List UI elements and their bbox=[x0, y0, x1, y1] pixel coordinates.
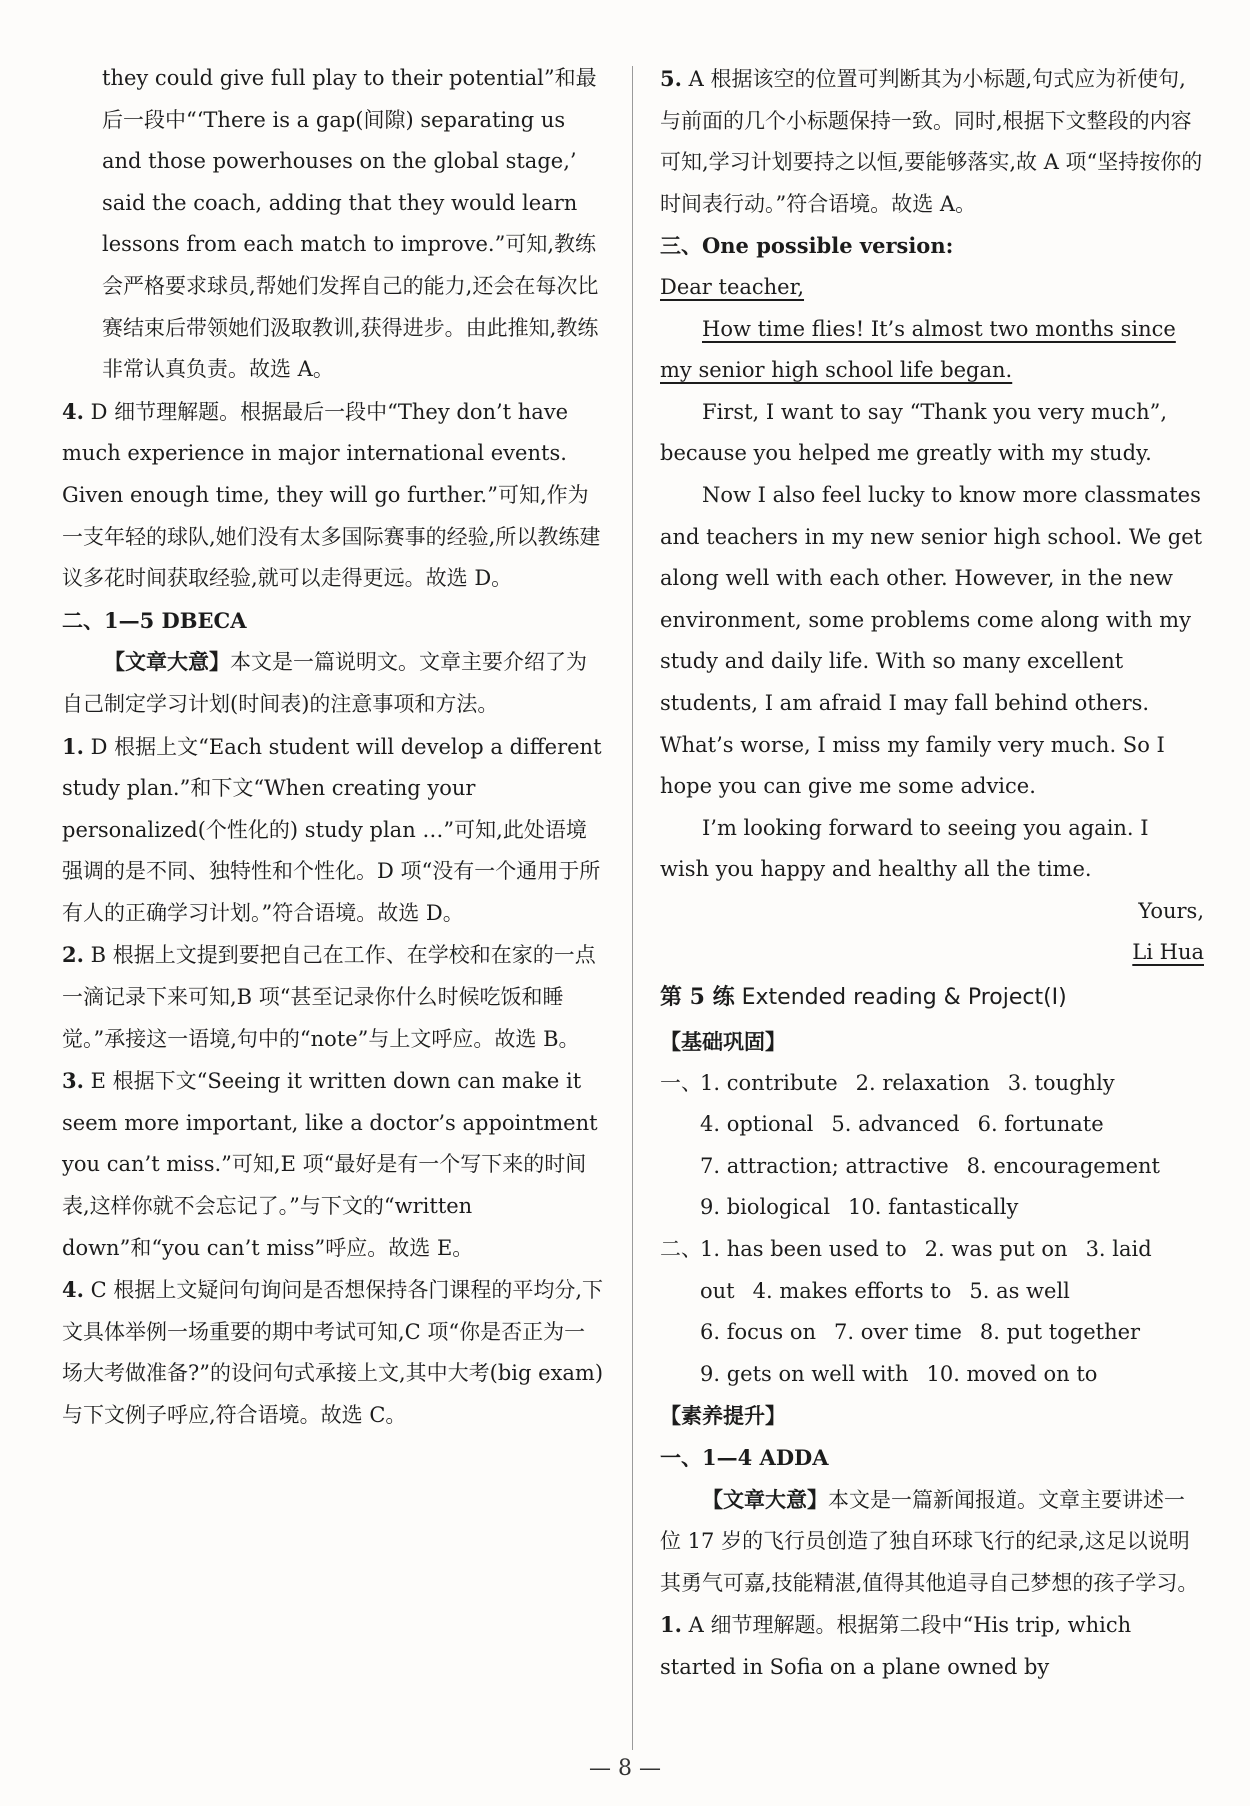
answer-item: 1. has been used to bbox=[700, 1237, 907, 1262]
section1-heading: 一、1—4 ADDA bbox=[660, 1445, 829, 1470]
improve-heading: 【素养提升】 bbox=[660, 1403, 786, 1429]
answer-item: 10. fantastically bbox=[848, 1195, 1019, 1220]
letter-paragraph-1: First, I want to say “Thank you very much”, because you helped me greatly with my study. bbox=[660, 399, 1168, 466]
answer-row bbox=[660, 1354, 1204, 1396]
answer-row bbox=[660, 1229, 1204, 1271]
answer-item: 2. was put on bbox=[924, 1237, 1068, 1262]
page-number: — 8 — bbox=[589, 1756, 661, 1781]
answer-item: 9. biological bbox=[700, 1195, 831, 1220]
answer-item: 3. toughly bbox=[1007, 1070, 1115, 1095]
answer-item: 10. moved on to bbox=[926, 1361, 1098, 1386]
q4-number: 4. bbox=[62, 398, 84, 424]
right-column bbox=[660, 58, 1204, 1689]
answer-item: 4. makes efforts to bbox=[752, 1278, 952, 1303]
section2-items bbox=[62, 726, 606, 1437]
answer-item: 5. advanced bbox=[831, 1112, 960, 1137]
answer-row bbox=[660, 1063, 1204, 1105]
q4-text: D 细节理解题。根据最后一段中“They don’t have much experience in major international events. Given enough time, they will go further.”可知,作为一支年轻的球队,她们没有太多国际赛事的经验,所以教练建议多花时间获取经验,就可以走得更远。故选 D。 bbox=[62, 399, 601, 591]
answer-item: 6. fortunate bbox=[977, 1112, 1104, 1137]
q4-explanation bbox=[62, 391, 606, 600]
item-text: E 根据下文“Seeing it written down can make it seem more important, like a doctor’s appointment you can’t miss.”可知,E 项“最好是有一个写下来的时间表,这样你就不会忘记了。”与下文的“written down”和“you can’t miss”呼应。故选 E。 bbox=[62, 1069, 598, 1260]
letter-closing: Yours, bbox=[1138, 898, 1204, 923]
left-column bbox=[62, 58, 606, 1437]
answer-row bbox=[660, 1104, 1204, 1146]
answer-item: 4. optional bbox=[700, 1112, 814, 1137]
exercise-1-answers bbox=[660, 1063, 1204, 1229]
item-number: 1. bbox=[62, 733, 84, 759]
answer-item: 2. relaxation bbox=[855, 1070, 990, 1095]
q3-explanation-tail: they could give full play to their potential”和最后一段中“‘There is a gap(间隙) separating us and those powerhouses on the global stage,’ said the coach, adding that they would learn lessons from each match to improve.”可知,教练会严格要求球员,帮她们发挥自己的能力,还会在每次比赛结束后带领她们汲取教训,获得进步。由此推知,教练非常认真负责。故选 A。 bbox=[102, 66, 599, 382]
basics-heading: 【基础巩固】 bbox=[660, 1029, 786, 1055]
item-text: C 根据上文疑问句询问是否想保持各门课程的平均分,下文具体举例一场重要的期中考试可知,C 项“你是否正为一场大考做准备?”的设问句式承接上文,其中大考(big exam)与下文例子呼应,符合语境。故选 C。 bbox=[62, 1278, 604, 1427]
letter-paragraph-3: I’m looking forward to seeing you again. I wish you happy and healthy all the time. bbox=[660, 815, 1149, 882]
answer-item: 8. put together bbox=[979, 1320, 1141, 1345]
lesson-title: 第 5 练 Extended reading & Project(Ⅰ) bbox=[660, 984, 1067, 1011]
item-number: 2. bbox=[62, 942, 84, 968]
answer-row bbox=[660, 1146, 1204, 1188]
answer-item: 6. focus on bbox=[700, 1320, 817, 1345]
answer-row bbox=[660, 1271, 1204, 1313]
answer-item: 8. encouragement bbox=[966, 1153, 1160, 1178]
answer-item: 7. over time bbox=[834, 1320, 962, 1345]
answer-row bbox=[660, 1187, 1204, 1229]
exercise-2-answers bbox=[660, 1229, 1204, 1395]
item-text: B 根据上文提到要把自己在工作、在学校和在家的一点一滴记录下来可知,B 项“甚至记录你什么时候吃饭和睡觉。”承接这一语境,句中的“note”与上文呼应。故选 B。 bbox=[62, 943, 596, 1051]
letter-paragraph-2: Now I also feel lucky to know more classmates and teachers in my new senior high school. We get along well with each other. However, in the new environment, some problems come along with my study and daily life. With so many excellent students, I am afraid I may fall behind others. What’s worse, I miss my family very much. So I hope you can give me some advice. bbox=[660, 482, 1203, 799]
section1-summary: 【文章大意】本文是一篇新闻报道。文章主要讲述一位 17 岁的飞行员创造了独自环球飞行的纪录,这足以说明其勇气可嘉,技能精湛,值得其他追寻自己梦想的孩子学习。 bbox=[660, 1486, 1199, 1595]
exercise-label: 二、 bbox=[660, 1237, 702, 1262]
answer-item: 7. attraction; attractive bbox=[700, 1153, 949, 1178]
item-text: D 根据上文“Each student will develop a different study plan.”和下文“When creating your personalized(个性化的) study plan …”可知,此处语境强调的是不同、独特性和个性化。D 项“没有一个通用于所有人的正确学习计划。”符合语境。故选 D。 bbox=[62, 734, 602, 925]
answer-item: out bbox=[700, 1278, 735, 1303]
section2-summary: 【文章大意】本文是一篇说明文。文章主要介绍了为自己制定学习计划(时间表)的注意事项和方法。 bbox=[62, 649, 587, 716]
exercise-label: 一、 bbox=[660, 1070, 702, 1095]
q1-explanation: 1. A 细节理解题。根据第二段中“His trip, which started in Sofia on a plane owned by bbox=[660, 1612, 1132, 1679]
answer-item: 5. as well bbox=[969, 1278, 1070, 1303]
section2-item bbox=[62, 934, 606, 1060]
column-divider bbox=[632, 66, 633, 1750]
section2-item bbox=[62, 1269, 606, 1436]
answer-item: 1. contribute bbox=[700, 1070, 838, 1095]
letter-greeting: Dear teacher, bbox=[660, 274, 805, 299]
section2-item bbox=[62, 1060, 606, 1269]
section2-heading: 二、1—5 DBECA bbox=[62, 607, 247, 633]
section3-heading: 三、One possible version: bbox=[660, 233, 954, 259]
letter-opening: How time flies! It’s almost two months since my senior high school life began. bbox=[660, 316, 1176, 383]
item-number: 4. bbox=[62, 1277, 84, 1303]
item-number: 3. bbox=[62, 1068, 84, 1094]
answer-item: 9. gets on well with bbox=[700, 1361, 909, 1386]
answer-item: 3. laid bbox=[1085, 1237, 1152, 1262]
q5-explanation: 5. A 根据该空的位置可判断其为小标题,句式应为祈使句,与前面的几个小标题保持一致。同时,根据下文整段的内容可知,学习计划要持之以恒,要能够落实,故 A 项“坚持按你的时间表行动。”符合语境。故选 A。 bbox=[660, 66, 1203, 216]
letter-signature: Li Hua bbox=[1132, 940, 1204, 965]
section2-item bbox=[62, 726, 606, 935]
answer-row bbox=[660, 1312, 1204, 1354]
